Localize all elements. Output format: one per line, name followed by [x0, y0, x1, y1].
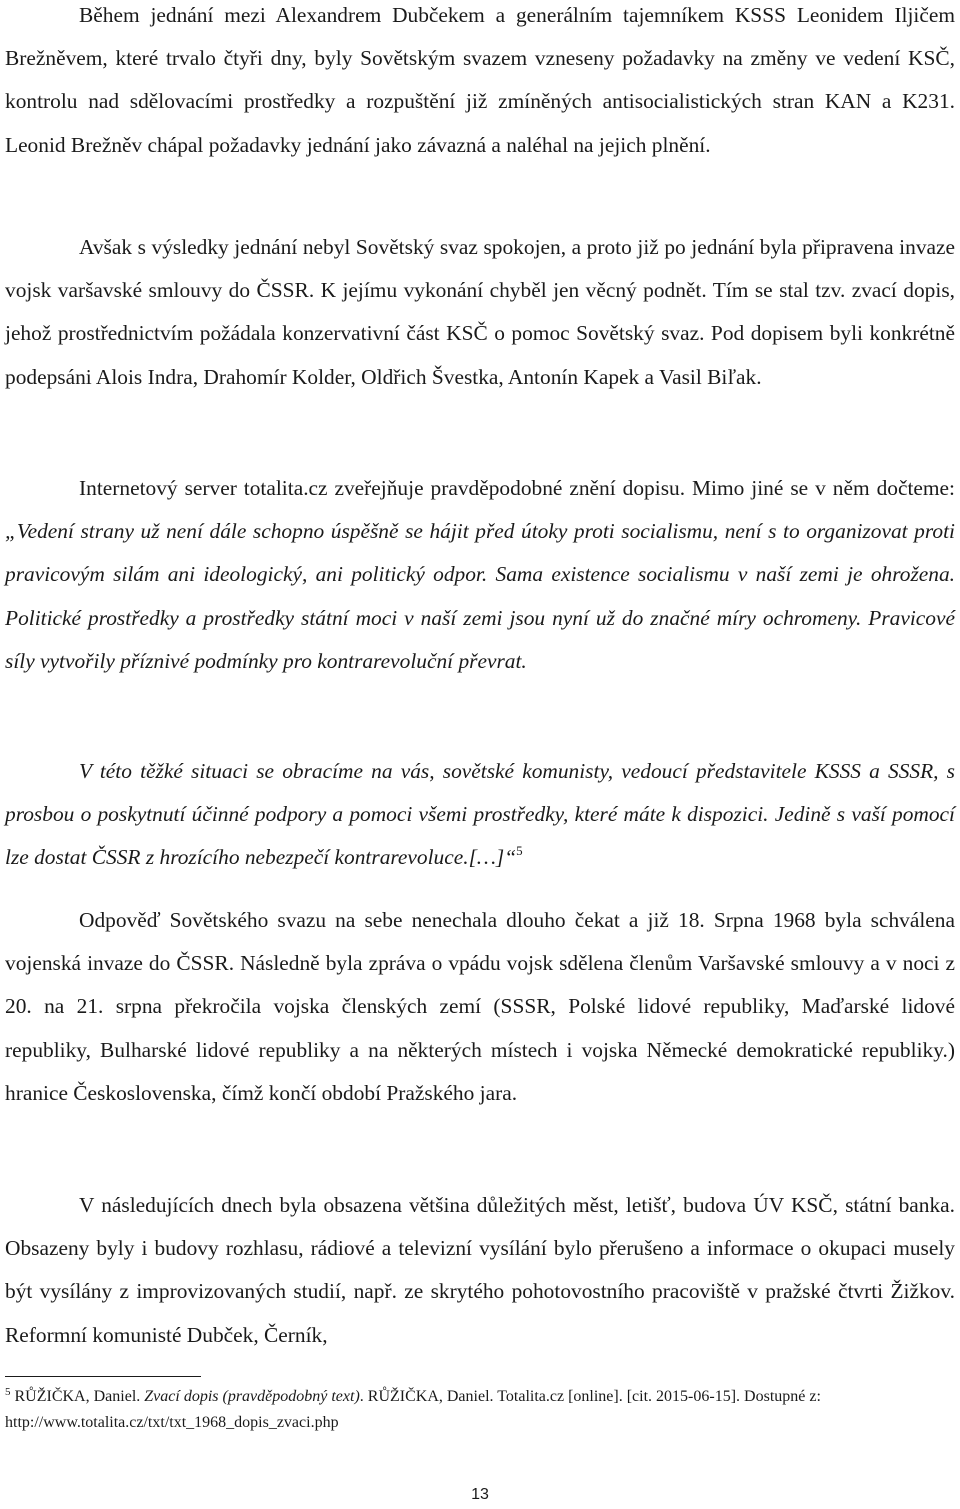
paragraph-6 — [5, 1184, 955, 1357]
paragraph-1 — [5, 0, 955, 167]
page-number: 13 — [471, 1486, 489, 1503]
paragraph-2 — [5, 226, 955, 399]
footnote-author: RŮŽIČKA, Daniel. — [14, 1388, 145, 1405]
paragraph-5 — [5, 899, 955, 1115]
paragraph-3-intro: Internetový server totalita.cz zveřejňuje pravděpodobné znění dopisu. Mimo jiné se v něm dočteme: — [79, 476, 955, 500]
paragraph-4 — [5, 750, 955, 880]
paragraph-2-text: Avšak s výsledky jednání nebyl Sovětský svaz spokojen, a proto již po jednání byla připravena invaze vojsk varšavské smlouvy do ČSSR. K jejímu vykonání chyběl jen věcný podnět. Tím se stal tzv. zvací dopis, jehož prostřednictvím požádala konzervativní část KSČ o pomoc Sovětský svaz. Pod dopisem byli konkrétně podepsáni Alois Indra, Drahomír Kolder, Oldřich Švestka, Antonín Kapek a Vasil Biľak. — [5, 235, 955, 389]
paragraph-5-text: Odpověď Sovětského svazu na sebe nenechala dlouho čekat a již 18. Srpna 1968 byla schválena vojenská invaze do ČSSR. Následně byla zpráva o vpádu vojsk sdělena členům Varšavské smlouvy a v noci z 20. na 21. srpna překročila vojska členských zemí (SSSR, Polské lidové republiky, Maďarské lidové republiky, Bulharské lidové republiky a na některých místech i vojska Německé demokratické republiky.) hranice Československa, čímž končí období Pražského jara. — [5, 908, 955, 1105]
footnote-source: . RŮŽIČKA, Daniel. Totalita.cz [online]. [cit. 2015-06-15]. Dostupné z: http://www.totalita.cz/txt/txt_1968_dopis_zvaci.php — [5, 1388, 821, 1431]
paragraph-6-text: V následujících dnech byla obsazena většina důležitých měst, letišť, budova ÚV KSČ, státní banka. Obsazeny byly i budovy rozhlasu, rádiové a televizní vysílání bylo přerušeno a informace o okupaci musely být vysílány z improvizovaných studií, např. ze skrytého pohotovostního pracoviště v pražské čtvrti Žižkov. Reformní komunisté Dubček, Černík, — [5, 1193, 955, 1347]
letter-quote-part-2: V této těžké situaci se obracíme na vás, sovětské komunisty, vedoucí představitele KSSS a SSSR, s prosbou o poskytnutí účinné podpory a pomoci všemi prostředky, které máte k dispozici. Jedině s vaší pomocí lze dostat ČSSR z hrozícího nebezpečí kontrarevoluce.[…]“ — [5, 759, 955, 870]
footnote-separator — [5, 1376, 201, 1377]
paragraph-1-text: Během jednání mezi Alexandrem Dubčekem a generálním tajemníkem KSSS Leonidem Iljičem Brežněvem, které trvalo čtyři dny, byly Sovětským svazem vzneseny požadavky na změny ve vedení KSČ, kontrolu nad sdělovacími prostředky a rozpuštění již zmíněných antisocialistických stran KAN a K231. Leonid Brežněv chápal požadavky jednání jako závazná a naléhal na jejich plnění. — [5, 3, 955, 157]
paragraph-3 — [5, 467, 955, 683]
footnote — [5, 1384, 955, 1436]
footnote-reference: 5 — [516, 843, 523, 859]
footnote-title: Zvací dopis (pravděpodobný text) — [144, 1388, 360, 1405]
footnote-number: 5 — [5, 1386, 11, 1398]
letter-quote-part-1: „Vedení strany už není dále schopno úspěšně se hájit před útoky proti socialismu, není s to organizovat proti pravicovým silám ani ideologický, ani politický odpor. Sama existence socialismu v naší zemi je ohrožena. Politické prostředky a prostředky státní moci v naší zemi jsou nyní už do značné míry ochromeny. Pravicové síly vytvořily příznivé podmínky pro kontrarevoluční převrat. — [5, 519, 955, 673]
